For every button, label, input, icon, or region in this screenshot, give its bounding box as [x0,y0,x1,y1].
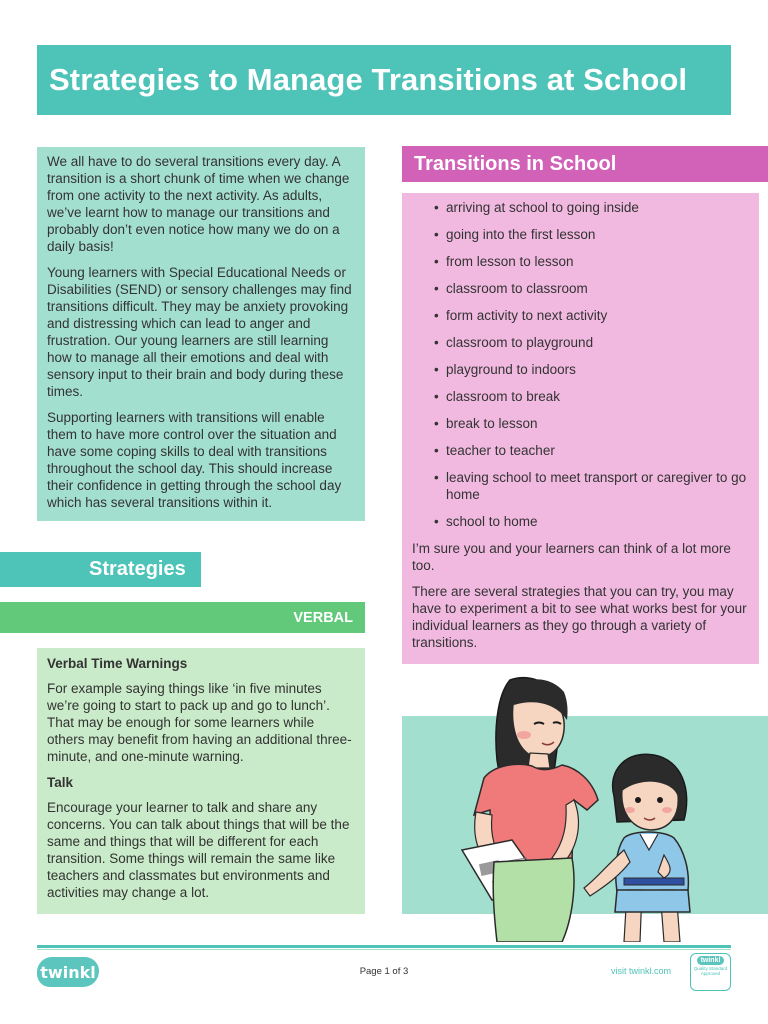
list-item-text: classroom to classroom [446,281,588,296]
bullet-icon: • [434,200,439,215]
bullet-icon: • [434,227,439,242]
badge-logo: twinkl [697,956,725,965]
list-item-text: leaving school to meet transport or caregiver to go home [446,470,747,502]
intro-paragraph: Supporting learners with transitions will enable them to have more control over the situation and have some coping skills to deal with transitions throughout the school day. This should increase their confidence in getting through the school day which has several transitions within it. [47,410,342,510]
list-item [434,442,749,459]
bullet-icon: • [434,281,439,296]
bullet-icon: • [434,335,439,350]
list-item [434,388,749,405]
list-item [434,253,749,270]
list-item [434,226,749,243]
list-item [434,334,749,351]
bullet-icon: • [434,514,439,529]
closing-paragraph: I’m sure you and your learners can think of a lot more too. [412,541,731,573]
list-item [434,361,749,378]
badge-text: Quality Standard Approved [693,966,728,976]
list-item-text: arriving at school to going inside [446,200,639,215]
quality-badge-icon [690,953,731,991]
list-item-text: playground to indoors [446,362,576,377]
time-warnings-text: For example saying things like ‘in five minutes we’re going to start to pack up and go to lunch’. That may be enough for some learners while others may benefit from having an additional three-minute, and one-minute warning. [47,681,352,764]
page-title: Strategies to Manage Transitions at School [49,62,688,97]
list-item [434,307,749,324]
intro-paragraph: Young learners with Special Educational Needs or Disabilities (SEND) or sensory challenges may find transitions difficult. They may be anxiety provoking and distressing which can lead to anger and frustration. Our young learners are still learning how to manage all their emotions and deal with sensory input to their brain and body during these times. [47,265,352,399]
list-item [434,469,749,503]
list-item-text: classroom to break [446,389,561,404]
list-item [434,199,749,216]
intro-box [37,147,365,521]
talk-text: Encourage your learner to talk and share any concerns. You can talk about things that will be the same and things that will be different for each transition. Some things will remain the same like teachers and classmates but environments and activities may change a lot. [47,800,350,900]
page-number: Page 1 of 3 [359,966,409,977]
list-item-text: teacher to teacher [446,443,555,458]
footer-divider-thin [37,949,731,950]
talk-heading: Talk [47,775,74,790]
transitions-list [412,199,749,530]
list-item-text: form activity to next activity [446,308,608,323]
list-item-text: from lesson to lesson [446,254,574,269]
teacher-and-child-illustration [402,650,768,942]
footer-divider [37,945,731,948]
transitions-heading: Transitions in School [402,146,768,182]
title-banner [37,45,731,115]
list-item-text: break to lesson [446,416,538,431]
bullet-icon: • [434,443,439,458]
list-item [434,280,749,297]
bullet-icon: • [434,389,439,404]
bullet-icon: • [434,362,439,377]
verbal-box [37,648,365,914]
closing-paragraph: There are several strategies that you can try, you may have to experiment a bit to see what works best for your individual learners as they go through a variety of transitions. [412,584,747,650]
transitions-box [402,193,759,664]
list-item-text: going into the first lesson [446,227,596,242]
list-item-text: classroom to playground [446,335,594,350]
list-item-text: school to home [446,514,538,529]
bullet-icon: • [434,416,439,431]
logo-text: twinkl [40,962,96,982]
bullet-icon: • [434,254,439,269]
strategies-heading: Strategies [0,552,201,587]
time-warnings-heading: Verbal Time Warnings [47,656,188,671]
list-item [434,415,749,432]
bullet-icon: • [434,308,439,323]
intro-paragraph: We all have to do several transitions every day. A transition is a short chunk of time when we change from one activity to the next activity. As adults, we’ve learnt how to manage our transitions and probably don’t even notice how many we do on a daily basis! [47,154,350,254]
verbal-heading: VERBAL [0,602,365,633]
bullet-icon: • [434,470,439,485]
visit-link[interactable]: visit twinkl.com [611,966,672,976]
list-item [434,513,749,530]
